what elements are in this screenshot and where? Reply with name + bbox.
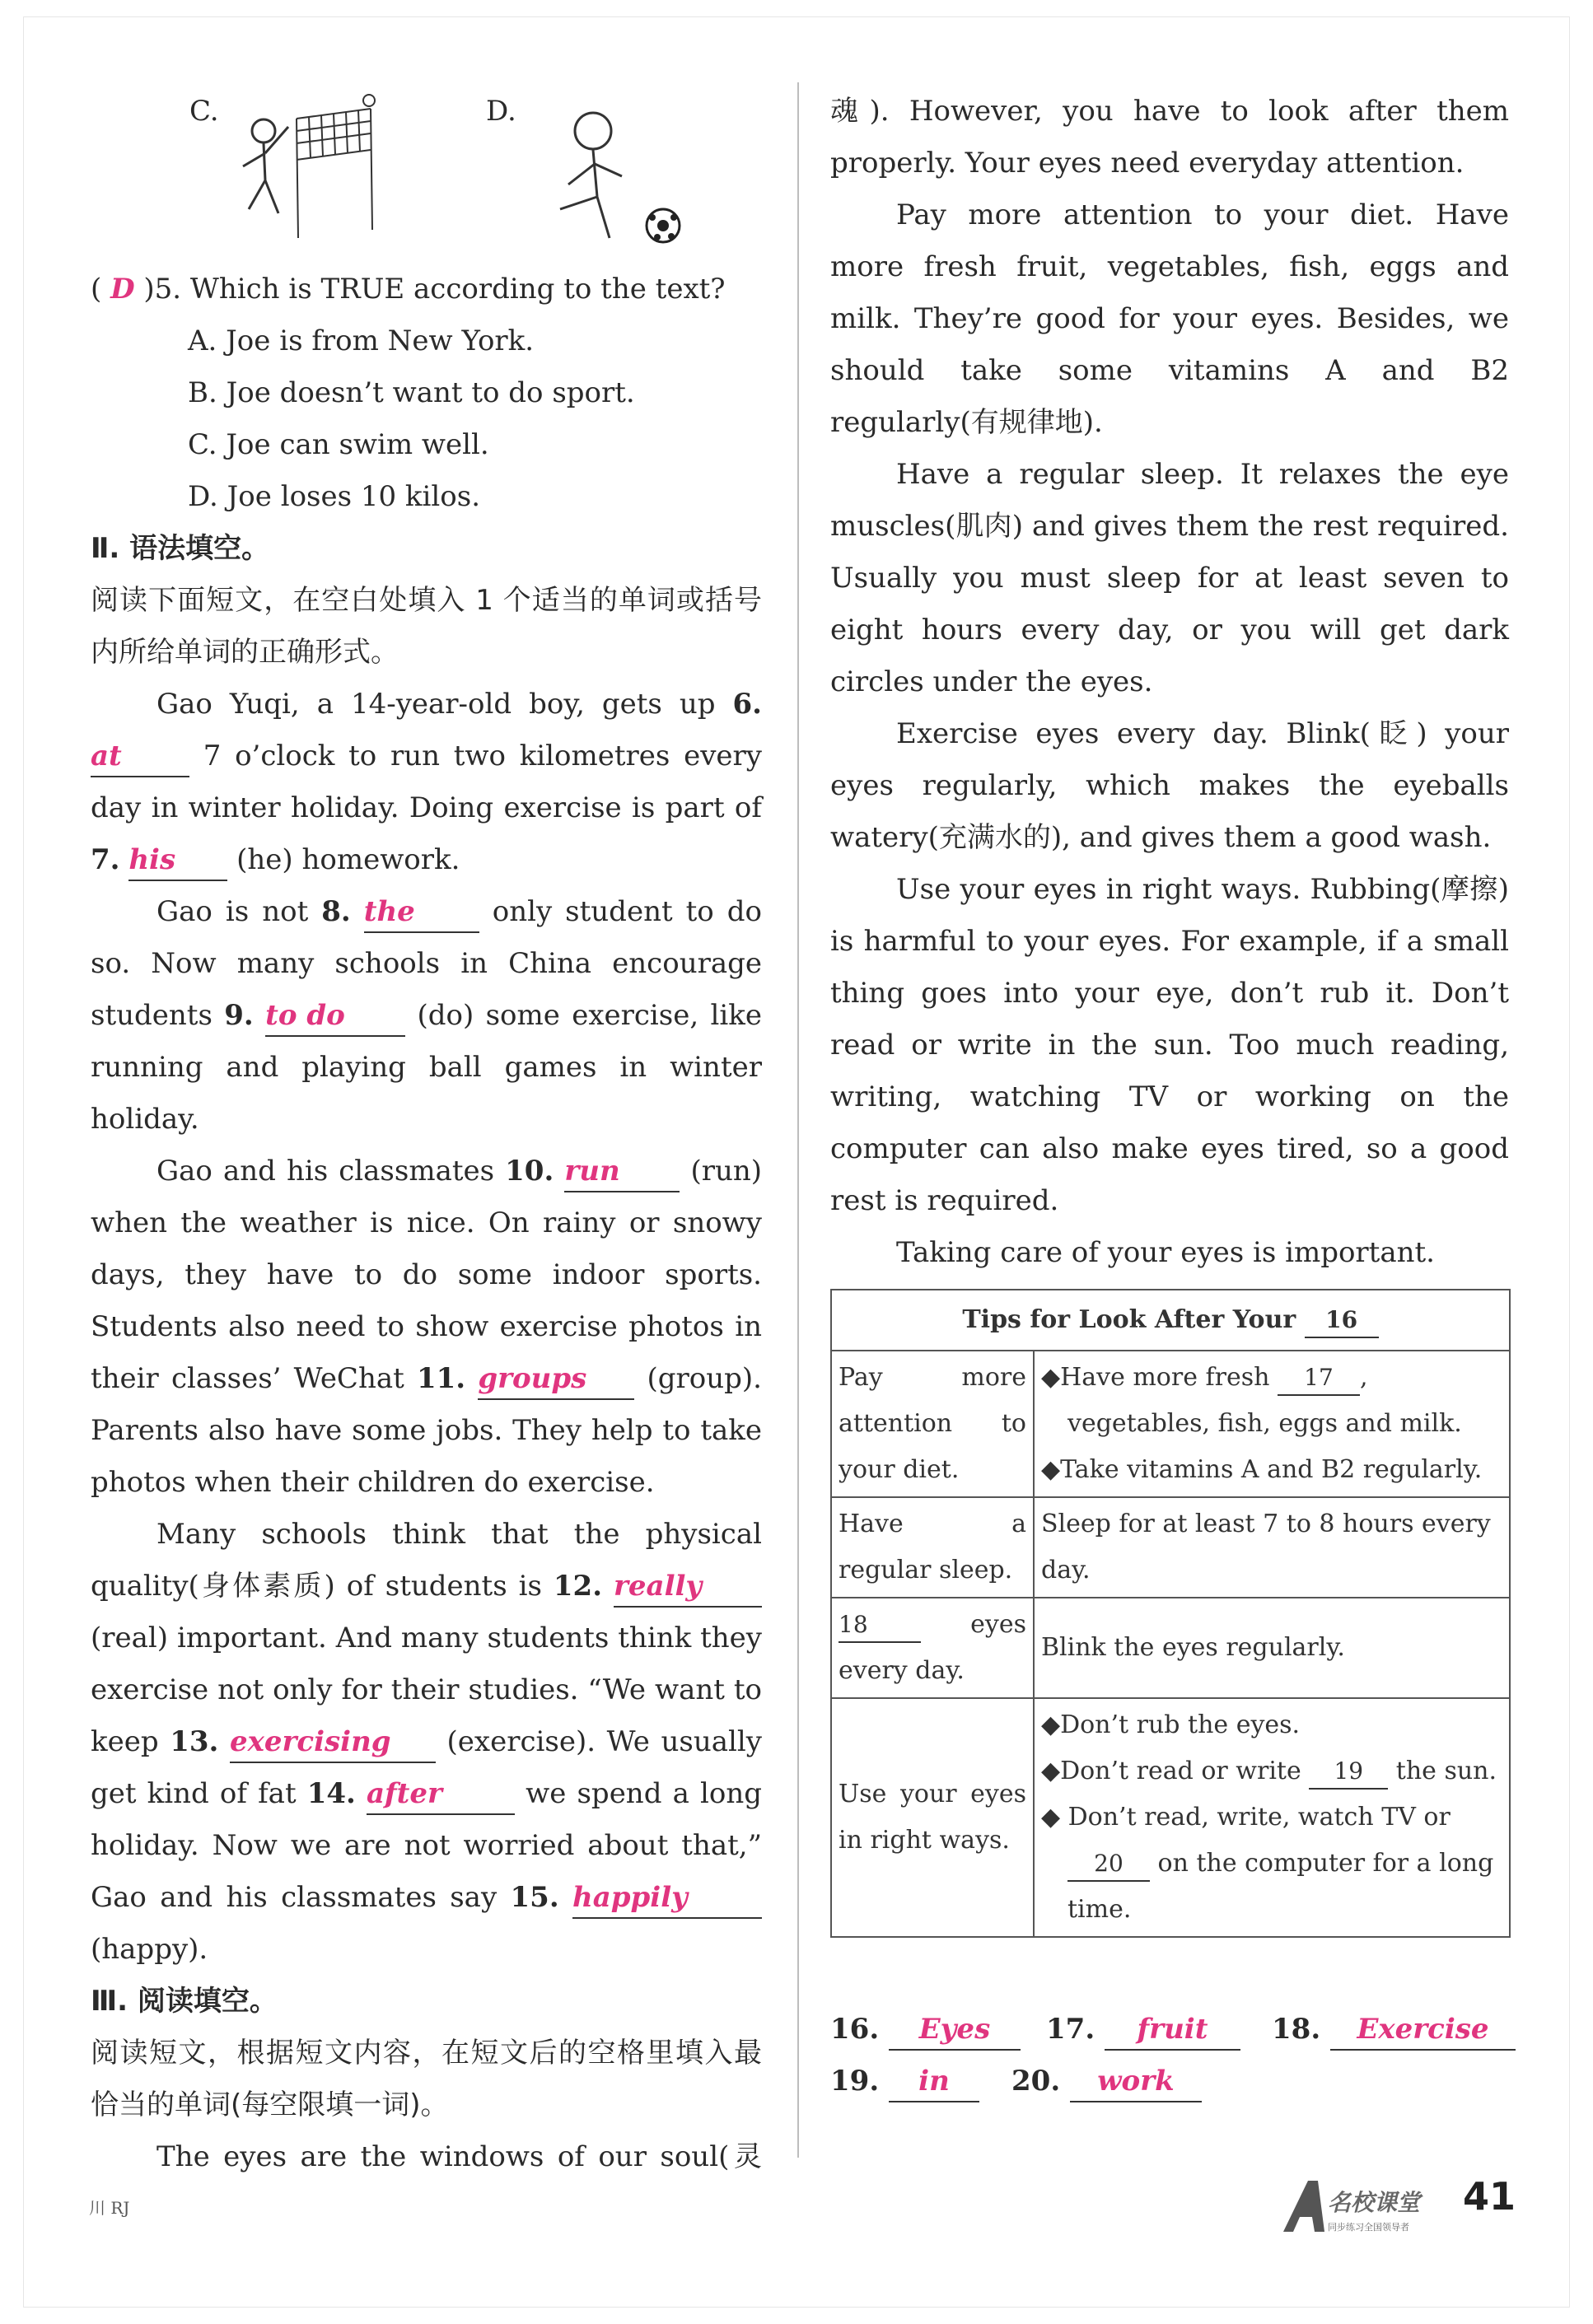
page-number: 41 [1463, 2174, 1516, 2219]
answer-blank-14[interactable]: after [367, 1774, 515, 1815]
reading-paragraph-3: Have a regular sleep. It relaxes the eye muscles(肌肉) and gives them the rest required. Usually you must sleep for at least seven to eight hours every day, or you will get dark circles under the eyes. [830, 458, 1509, 698]
question-5-stem: ( D )5. Which is TRUE according to the text? [91, 273, 726, 306]
football-icon [647, 209, 680, 242]
answer-bracket: ( D ) [91, 273, 155, 306]
logo-a-icon [1283, 2181, 1324, 2232]
table-blank-18[interactable]: 18 [839, 1608, 921, 1643]
section-3-instruction: 阅读短文，根据短文内容，在短文后的空格里填入最恰当的单词(每空限填一词)。 [91, 2037, 762, 2121]
volleyball-player-picture [231, 94, 387, 242]
answer-blank-7[interactable]: his [128, 840, 227, 881]
table-blank-16[interactable]: 16 [1305, 1304, 1379, 1338]
table-blank-20[interactable]: 20 [1067, 1847, 1150, 1882]
football-player-picture [527, 94, 692, 250]
answer-19: 19. in [830, 2061, 979, 2102]
table-cell-right-ways: Use your eyes in right ways. [831, 1698, 1034, 1937]
answer-17: 17. fruit [1046, 2009, 1240, 2051]
grammar-paragraph-1: Gao Yuqi, a 14-year-old boy, gets up 6. at 7 o’clock to run two kilometres every day in winter holiday. Doing exercise is part of 7. his (he) homework. [91, 679, 762, 886]
table-row [831, 1598, 1510, 1698]
answer-blank-8[interactable]: the [364, 892, 479, 933]
svg-text:名校课堂: 名校课堂 [1328, 2189, 1421, 2216]
answer-blank-12[interactable]: really [614, 1566, 762, 1608]
grammar-paragraph-3: Gao and his classmates 10. run (run) when the weather is nice. On rainy or snowy days, they have to do some indoor sports. Students also need to show exercise photos in their classes’ WeChat 11. groups (group). Parents also have some jobs. They help to take photos when their children do exercise. [91, 1146, 762, 1509]
table-title: Tips for Look After Your 16 [831, 1290, 1510, 1351]
answer-18: 18. Exercise [1272, 2009, 1516, 2051]
edition-label: 川 RJ [89, 2198, 130, 2218]
answer-blank-9[interactable]: to do [265, 996, 405, 1037]
section-2-title: Ⅱ. 语法填空。 [91, 532, 270, 565]
grammar-paragraph-2: Gao is not 8. the only student to do so. Now many schools in China encourage students 9. to do (do) some exercise, like running and playing ball games in winter holiday. [91, 886, 762, 1146]
section-3-title: Ⅲ. 阅读填空。 [91, 1985, 278, 2018]
table-cell-right-ways-tips: ◆Don’t rub the eyes. ◆Don’t read or write 19 the sun. ◆ Don’t read, write, watch TV or 20 on the computer for a long time. [1034, 1698, 1510, 1937]
picture-d-label: D. [486, 95, 516, 128]
question-5-option-c: C. Joe can swim well. [188, 428, 489, 461]
table-cell-diet-tips: ◆Have more fresh 17 , vegetables, fish, eggs and milk. ◆Take vitamins A and B2 regularly. [1034, 1351, 1510, 1497]
volleyball-icon [363, 95, 375, 106]
answer-16: 16. Eyes [830, 2009, 1021, 2051]
svg-text:同步练习全国领导者: 同步练习全国领导者 [1328, 2222, 1409, 2233]
question-5-option-a: A. Joe is from New York. [188, 324, 535, 357]
boy-icon [560, 113, 622, 238]
table-row [831, 1497, 1510, 1598]
table-cell-exercise-tips: Blink the eyes regularly. [1034, 1598, 1510, 1698]
answer-blank-11[interactable]: groups [478, 1359, 634, 1400]
tips-table [830, 1289, 1511, 1938]
boy-icon [243, 119, 288, 213]
table-blank-19[interactable]: 19 [1309, 1755, 1388, 1790]
table-row [831, 1698, 1510, 1937]
question-5-option-d: D. Joe loses 10 kilos. [188, 480, 481, 513]
table-cell-sleep-tips: Sleep for at least 7 to 8 hours every day. [1034, 1497, 1510, 1598]
table-cell-sleep: Have a regular sleep. [831, 1497, 1034, 1598]
picture-c-label: C. [189, 95, 219, 128]
table-cell-exercise: 18 eyes every day. [831, 1598, 1034, 1698]
table-cell-diet: Pay more attention to your diet. [831, 1351, 1034, 1497]
answer-20: 20. work [1011, 2061, 1202, 2102]
picture-options [91, 86, 762, 264]
reading-paragraph-6: Taking care of your eyes is important. [896, 1236, 1435, 1269]
right-column [830, 86, 1509, 1279]
table-blank-17[interactable]: 17 [1278, 1361, 1360, 1396]
section-2-instruction: 阅读下面短文，在空白处填入 1 个适当的单词或括号内所给单词的正确形式。 [91, 584, 762, 669]
left-column [91, 86, 762, 2183]
column-divider [797, 82, 799, 2158]
answer-blank-15[interactable]: happily [572, 1878, 762, 1919]
table-row [831, 1351, 1510, 1497]
reading-paragraph-2: Pay more attention to your diet. Have more fresh fruit, vegetables, fish, eggs and milk. They’re good for your eyes. Besides, we should take some vitamins A and B2 regularly(有规律地). [830, 198, 1509, 439]
volleyball-net-icon [297, 109, 372, 238]
answer-blank-10[interactable]: run [564, 1151, 680, 1192]
question-5-answer: D [110, 273, 135, 306]
grammar-paragraph-4: Many schools think that the physical quality(身体素质) of students is 12. really (real) important. And many students think they exercise not only for their studies. “We want to keep 13. exercising (exercise). We usually get kind of fat 14. after we spend a long holiday. Now we are not worried about that,” Gao and his classmates say 15. happily (happy). [91, 1518, 762, 1966]
reading-paragraph-4: Exercise eyes every day. Blink(眨) your eyes regularly, which makes the eyeballs watery(充满水的), and gives them a good wash. [830, 717, 1509, 854]
answer-blank-13[interactable]: exercising [230, 1722, 436, 1763]
reading-paragraph-1-start: The eyes are the windows of our soul(灵 [156, 2140, 762, 2173]
reading-paragraph-1-end: 魂). However, you have to look after them properly. Your eyes need everyday attention. [830, 95, 1509, 180]
publisher-logo [1275, 2174, 1473, 2240]
reading-paragraph-5: Use your eyes in right ways. Rubbing(摩擦) is harmful to your eyes. For example, if a small thing goes into your eye, don’t rub it. Don’t read or write in the sun. Too much reading, writing, watching TV or working on the computer can also make eyes tired, so a good rest is required. [830, 873, 1509, 1217]
answer-blank-6[interactable]: at [91, 736, 189, 777]
question-5-option-b: B. Joe doesn’t want to do sport. [188, 376, 635, 409]
